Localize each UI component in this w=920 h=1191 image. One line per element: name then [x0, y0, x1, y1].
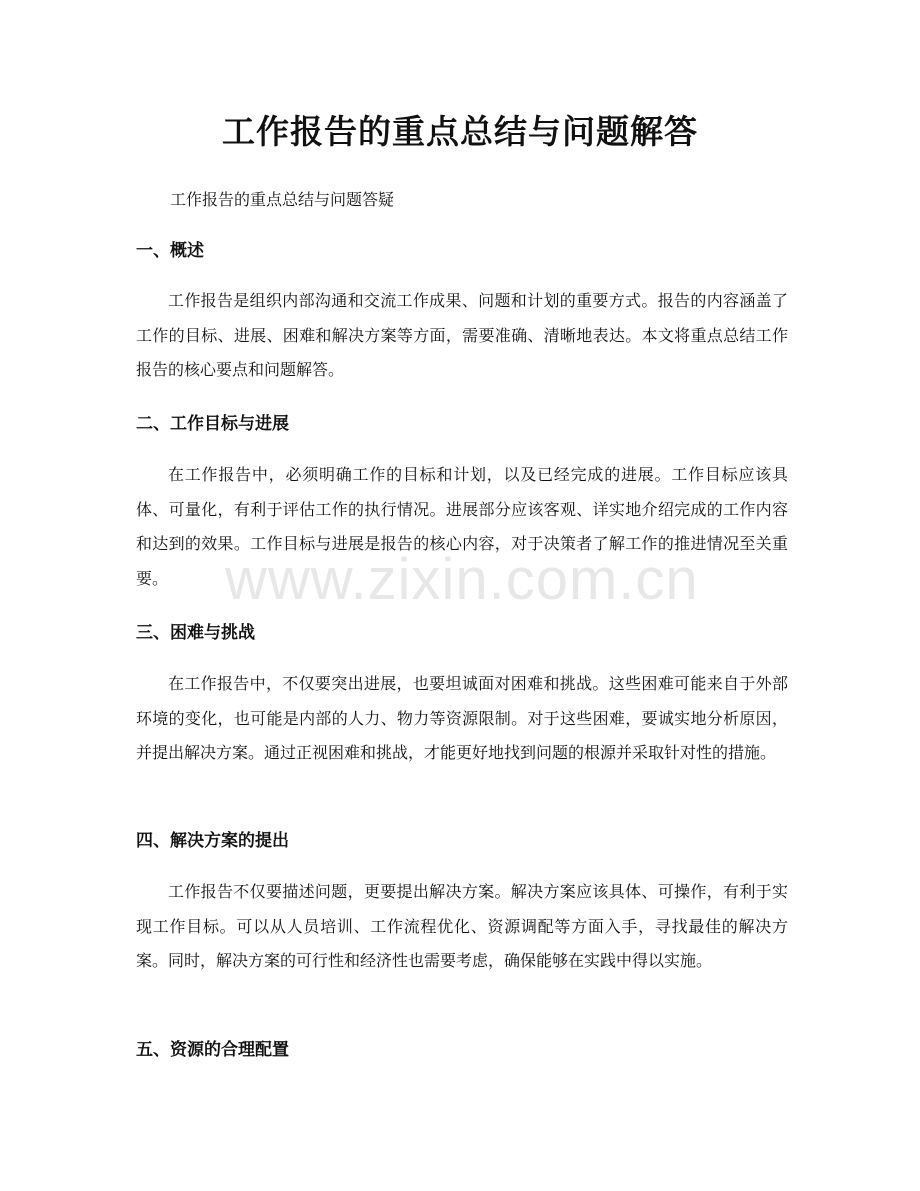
watermark-text: www.zixin.com.cn: [225, 547, 699, 612]
section-heading-overview: 一、概述: [136, 241, 204, 261]
section-body-overview: 工作报告是组织内部沟通和交流工作成果、问题和计划的重要方式。报告的内容涵盖了工作的目标、进展、困难和解决方案等方面，需要准确、清晰地表达。本文将重点总结工作报告的核心要点和问题解答。: [136, 291, 788, 379]
document-title: 工作报告的重点总结与问题解答: [222, 112, 698, 151]
section-heading-goals-progress: 二、工作目标与进展: [136, 414, 289, 434]
section-heading-solutions: 四、解决方案的提出: [136, 831, 289, 851]
section-body-solutions: 工作报告不仅要描述问题，更要提出解决方案。解决方案应该具体、可操作，有利于实现工作目标。可以从人员培训、工作流程优化、资源调配等方面入手，寻找最佳的解决方案。同时，解决方案的可行性和经济性也需要考虑，确保能够在实践中得以实施。: [136, 882, 788, 970]
section-body-difficulties: 在工作报告中，不仅要突出进展，也要坦诚面对困难和挑战。这些困难可能来自于外部环境的变化，也可能是内部的人力、物力等资源限制。对于这些困难，要诚实地分析原因，并提出解决方案。通过正视困难和挑战，才能更好地找到问题的根源并采取针对性的措施。: [136, 674, 788, 762]
document-subtitle: 工作报告的重点总结与问题答疑: [170, 190, 395, 209]
section-body-goals-progress: 在工作报告中，必须明确工作的目标和计划，以及已经完成的进展。工作目标应该具体、可量化，有利于评估工作的执行情况。进展部分应该客观、详实地介绍完成的工作内容和达到的效果。工作目标与进展是报告的核心内容，对于决策者了解工作的推进情况至关重要。: [136, 465, 788, 588]
section-heading-difficulties: 三、困难与挑战: [136, 623, 255, 643]
section-heading-resources: 五、资源的合理配置: [136, 1040, 289, 1060]
